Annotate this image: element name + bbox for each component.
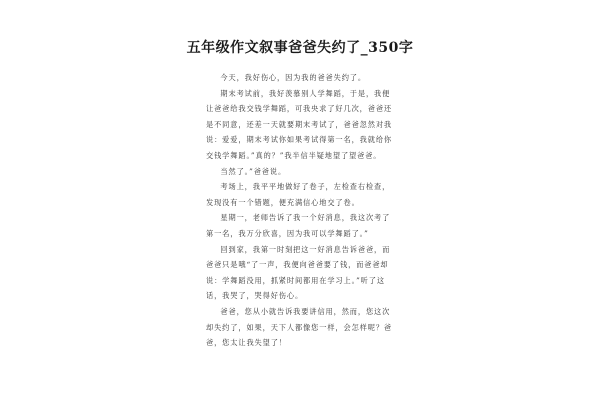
- paragraph-6: 回到家，我第一时刻把这一好消息告诉爸爸，而爸爸只是哦“了一声，我便向爸爸要了钱，而爸爸却说：学舞蹈没用，抓紧时间都用在学习上。”听了这话，我哭了，哭得好伤心。: [206, 244, 391, 301]
- document-title: 五年级作文叙事爸爸失约了_350字: [186, 40, 414, 56]
- paragraph-3: 当然了。”爸爸说。: [220, 166, 287, 176]
- paragraph-1: 今天，我好伤心，因为我的爸爸失约了。: [220, 73, 366, 82]
- article-body: [206, 70, 396, 351]
- paragraph-7: 爸爸，您从小就告诉我要讲信用，然而，您这次却失约了，如果，天下人都像您一样，会怎样呢？爸爸，您太让我失望了！: [206, 306, 393, 348]
- paragraph-5: 星期一，老师告诉了我一个好消息，我这次考了第一名，我万分欣喜，因为我可以学舞蹈了。”: [206, 213, 391, 238]
- paragraph-2: 期末考试前，我好羡慕别人学舞蹈，于是，我便让爸爸给我交钱学舞蹈，可我央求了好几次，爸爸还是不同意，还差一天就要期末考试了，爸爸忽然对我说：爱爱，期末考试你如果考试得第一名，我就给你交钱学舞蹈。”真的？”我半信半疑地望了望爸爸。: [206, 88, 393, 160]
- paragraph-4: 考场上，我平平地做好了卷子，左检查右检查，发现没有一个错题，便充满信心地交了卷。: [206, 182, 391, 207]
